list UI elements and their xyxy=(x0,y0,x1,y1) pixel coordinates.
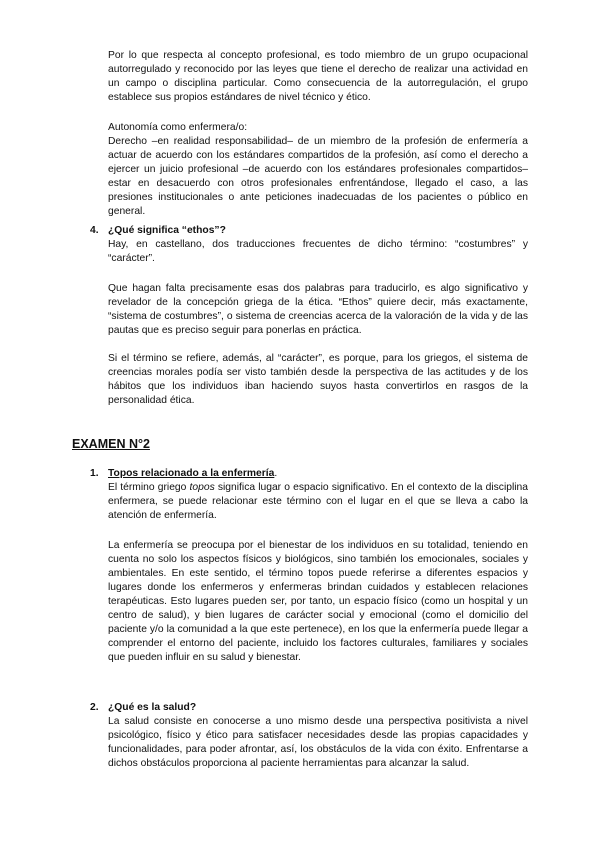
paragraph-professional-concept: Por lo que respecta al concepto profesional, es todo miembro de un grupo ocupacional autorregulado y reconocido por las leyes que tiene el derecho de realizar una actividad en un campo o disciplina particular. Como consecuencia de la autorregulación, el grupo establece sus propios estándares de nivel técnico y ético. xyxy=(108,50,528,103)
paragraph-topos-definition xyxy=(108,481,528,523)
e1-title-underlined: Topos relacionado a la enfermería xyxy=(108,468,275,479)
topos-text-b: significa lugar o espacio significativo. En el contexto de la disciplina enfermera, se puede relacionar este término con el lugar en el que se lleva a cabo la atención de enfermería. xyxy=(108,482,528,521)
e1-title xyxy=(108,467,277,481)
e1-title-end: . xyxy=(274,468,278,479)
topos-text-a: El término griego xyxy=(108,482,190,493)
e2-title: ¿Qué es la salud? xyxy=(108,702,197,713)
paragraph-autonomy: Derecho –en realidad responsabilidad– de un miembro de la profesión de enfermería a actuar de acuerdo con los estándares compartidos de la profesión, así como el derecho a ejercer un juicio profesional –de acuerdo con los estándares profesionales compartidos– estar en desacuerdo con otros profesionales enfrentándose, llegado el caso, a las presiones institucionales o ante peticiones inadecuadas de los pacientes o público en general. xyxy=(108,136,528,217)
paragraph-ethos-translations: Hay, en castellano, dos traducciones frecuentes de dicho término: “costumbres” y “carácter”. xyxy=(108,239,528,264)
q4-title: ¿Qué significa “ethos”? xyxy=(108,225,226,236)
e1-number: 1. xyxy=(90,468,99,479)
paragraph-ethos-meaning: Que hagan falta precisamente esas dos palabras para traducirlo, es algo significativo y revelador de la concepción griega de la ética. “Ethos” quiere decir, más exactamente, “sistema de costumbres”, o sistema de creencias acerca de la valoración de la vida y de las pautas que es preciso seguir para ponerlas en práctica. xyxy=(108,283,528,336)
paragraph-ethos-character: Si el término se refiere, además, al “carácter”, es porque, para los griegos, el sistema de creencias morales podía ser visto también desde la perspectiva de las actitudes y de los hábitos que los individuos iban haciendo suyos hasta convertirlos en rasgos de la personalidad ética. xyxy=(108,353,528,406)
paragraph-health-definition: La salud consiste en conocerse a uno mismo desde una perspectiva positivista a nivel psicológico, físico y ético para satisfacer necesidades desde las propias capacidades y funcionalidades, para poder afrontar, así, los obstáculos de la vida con éxito. Enfrentarse a dichos obstáculos proporciona al paciente herramientas para alcanzar la salud. xyxy=(108,716,528,769)
e2-number: 2. xyxy=(90,702,99,713)
exam-title: EXAMEN N°2 xyxy=(72,437,150,451)
topos-italic-word: topos xyxy=(189,482,215,493)
autonomy-heading: Autonomía como enfermera/o: xyxy=(108,122,248,133)
q4-number: 4. xyxy=(90,225,99,236)
paragraph-topos-nursing: La enfermería se preocupa por el bienestar de los individuos en su totalidad, teniendo en cuenta no solo los aspectos físicos y biológicos, sino también los emocionales, sociales y ambientales. En este sentido, el término topos puede referirse a diferentes espacios y lugares donde los enfermeros y enfermeras brindan cuidados y establecen relaciones terapéuticas. Esto lugares pueden ser, por tanto, un espacio físico (como un hospital y un centro de salud), y bien lugares de carácter social y emocional (como el domicilio del paciente y/o la comunidad a la que este pertenece), en los que la enfermería puede llegar a comprender el entorno del paciente, incluido los factores culturales, familiares y sociales que pueden influir en su salud y bienestar. xyxy=(108,540,528,663)
